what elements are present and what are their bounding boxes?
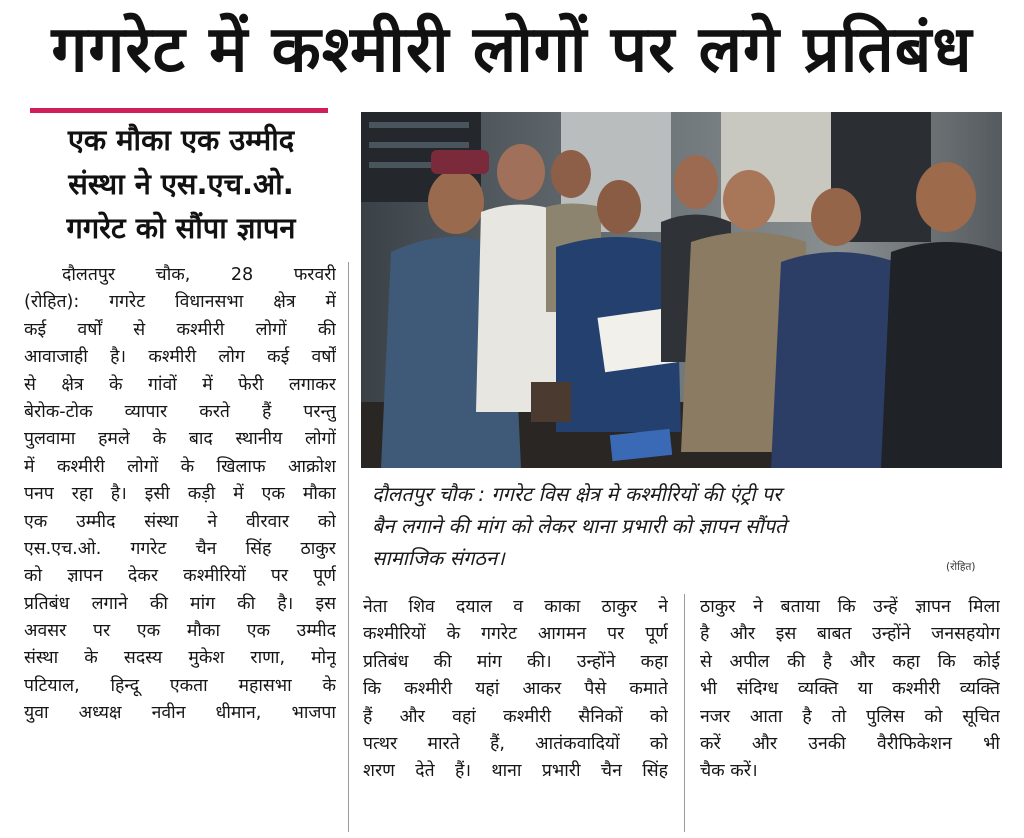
article-column-middle: [363, 594, 668, 786]
subhead-line: गगरेट को सौंपा ज्ञापन: [66, 211, 296, 245]
subheadline: [22, 118, 340, 250]
news-photo: [361, 112, 1002, 468]
article-line: नजर आता है तो पुलिस को सूचित: [700, 706, 1000, 727]
article-line: एस.एच.ओ. गगरेट चैन सिंह ठाकुर: [24, 538, 336, 559]
subhead-line: संस्था ने एस.एच.ओ.: [68, 167, 294, 201]
article-line: को ज्ञापन देकर कश्मीरियों पर पूर्ण: [24, 566, 336, 587]
photo-illustration: [361, 112, 1002, 468]
article-line: आवाजाही है। कश्मीरी लोग कई वर्षों: [24, 347, 336, 368]
accent-rule: [30, 108, 328, 113]
caption-line: दौलतपुर चौक : गगरेट विस क्षेत्र मे कश्मीरियों की एंट्री पर: [372, 482, 782, 506]
article-line: शरण देते हैं। थाना प्रभारी चैन सिंह: [363, 761, 668, 782]
article-line: नेता शिव दयाल व काका ठाकुर ने: [363, 597, 668, 617]
article-line: संस्था के सदस्य मुकेश राणा, मोनू: [24, 648, 336, 669]
article-line: है और इस बाबत उन्होंने जनसहयोग: [700, 624, 1000, 645]
article-line: एक उम्मीद संस्था ने वीरवार को: [24, 511, 336, 532]
article-line: से क्षेत्र के गांवों में फेरी लगाकर: [24, 374, 336, 395]
article-line: कि कश्मीरी यहां आकर पैसे कमाते: [363, 679, 668, 700]
column-divider: [684, 594, 685, 832]
article-line: बेरोक-टोक व्यापार करते हैं परन्तु: [24, 401, 336, 422]
article-line: अवसर पर एक मौका एक उम्मीद: [24, 621, 336, 642]
article-line: पुलवामा हमले के बाद स्थानीय लोगों: [24, 429, 336, 450]
article-line: करें और उनकी वैरीफिकेशन भी: [700, 733, 1000, 754]
article-line: भी संदिग्ध व्यक्ति या कश्मीरी व्यक्ति: [700, 679, 1000, 700]
article-line: कई वर्षों से कश्मीरी लोगों की: [24, 319, 336, 340]
article-line: से अपील की है और कहा कि कोई: [700, 651, 1000, 672]
article-line: पनप रहा है। इसी कड़ी में एक मौका: [24, 484, 336, 505]
article-line: कश्मीरियों के गगरेट आगमन पर पूर्ण: [363, 624, 668, 645]
subhead-line: एक मौका एक उम्मीद: [67, 123, 295, 157]
article-line: प्रतिबंध लगाने की मांग की है। इस: [24, 593, 336, 614]
article-line: युवा अध्यक्ष नवीन धीमान, भाजपा: [24, 703, 336, 724]
article-column-right: [700, 594, 1000, 786]
article-line: चैक करें।: [700, 761, 758, 782]
article-line: प्रतिबंध की मांग की। उन्होंने कहा: [363, 651, 668, 672]
article-line: पटियाल, हिन्दू एकता महासभा के: [24, 675, 336, 696]
article-line: हैं और वहां कश्मीरी सैनिकों को: [363, 706, 668, 727]
article-line: दौलतपुर चौक, 28 फरवरी: [62, 265, 336, 285]
photo-caption: [372, 478, 1002, 574]
caption-line: बैन लगाने की मांग को लेकर थाना प्रभारी को ज्ञापन सौंपते: [372, 514, 787, 538]
headline: गगरेट में कश्मीरी लोगों पर लगे प्रतिबंध: [51, 13, 973, 87]
article-column-left: [24, 262, 336, 728]
caption-line: सामाजिक संगठन।: [372, 546, 505, 570]
article-line: पत्थर मारते हैं, आतंकवादियों को: [363, 733, 668, 754]
article-line: (रोहित): गगरेट विधानसभा क्षेत्र में: [24, 292, 336, 313]
article-line: ठाकुर ने बताया कि उन्हें ज्ञापन मिला: [700, 597, 1000, 617]
column-divider: [348, 262, 349, 832]
photo-credit: (रोहित): [946, 561, 976, 573]
article-line: में कश्मीरी लोगों के खिलाफ आक्रोश: [24, 456, 336, 477]
